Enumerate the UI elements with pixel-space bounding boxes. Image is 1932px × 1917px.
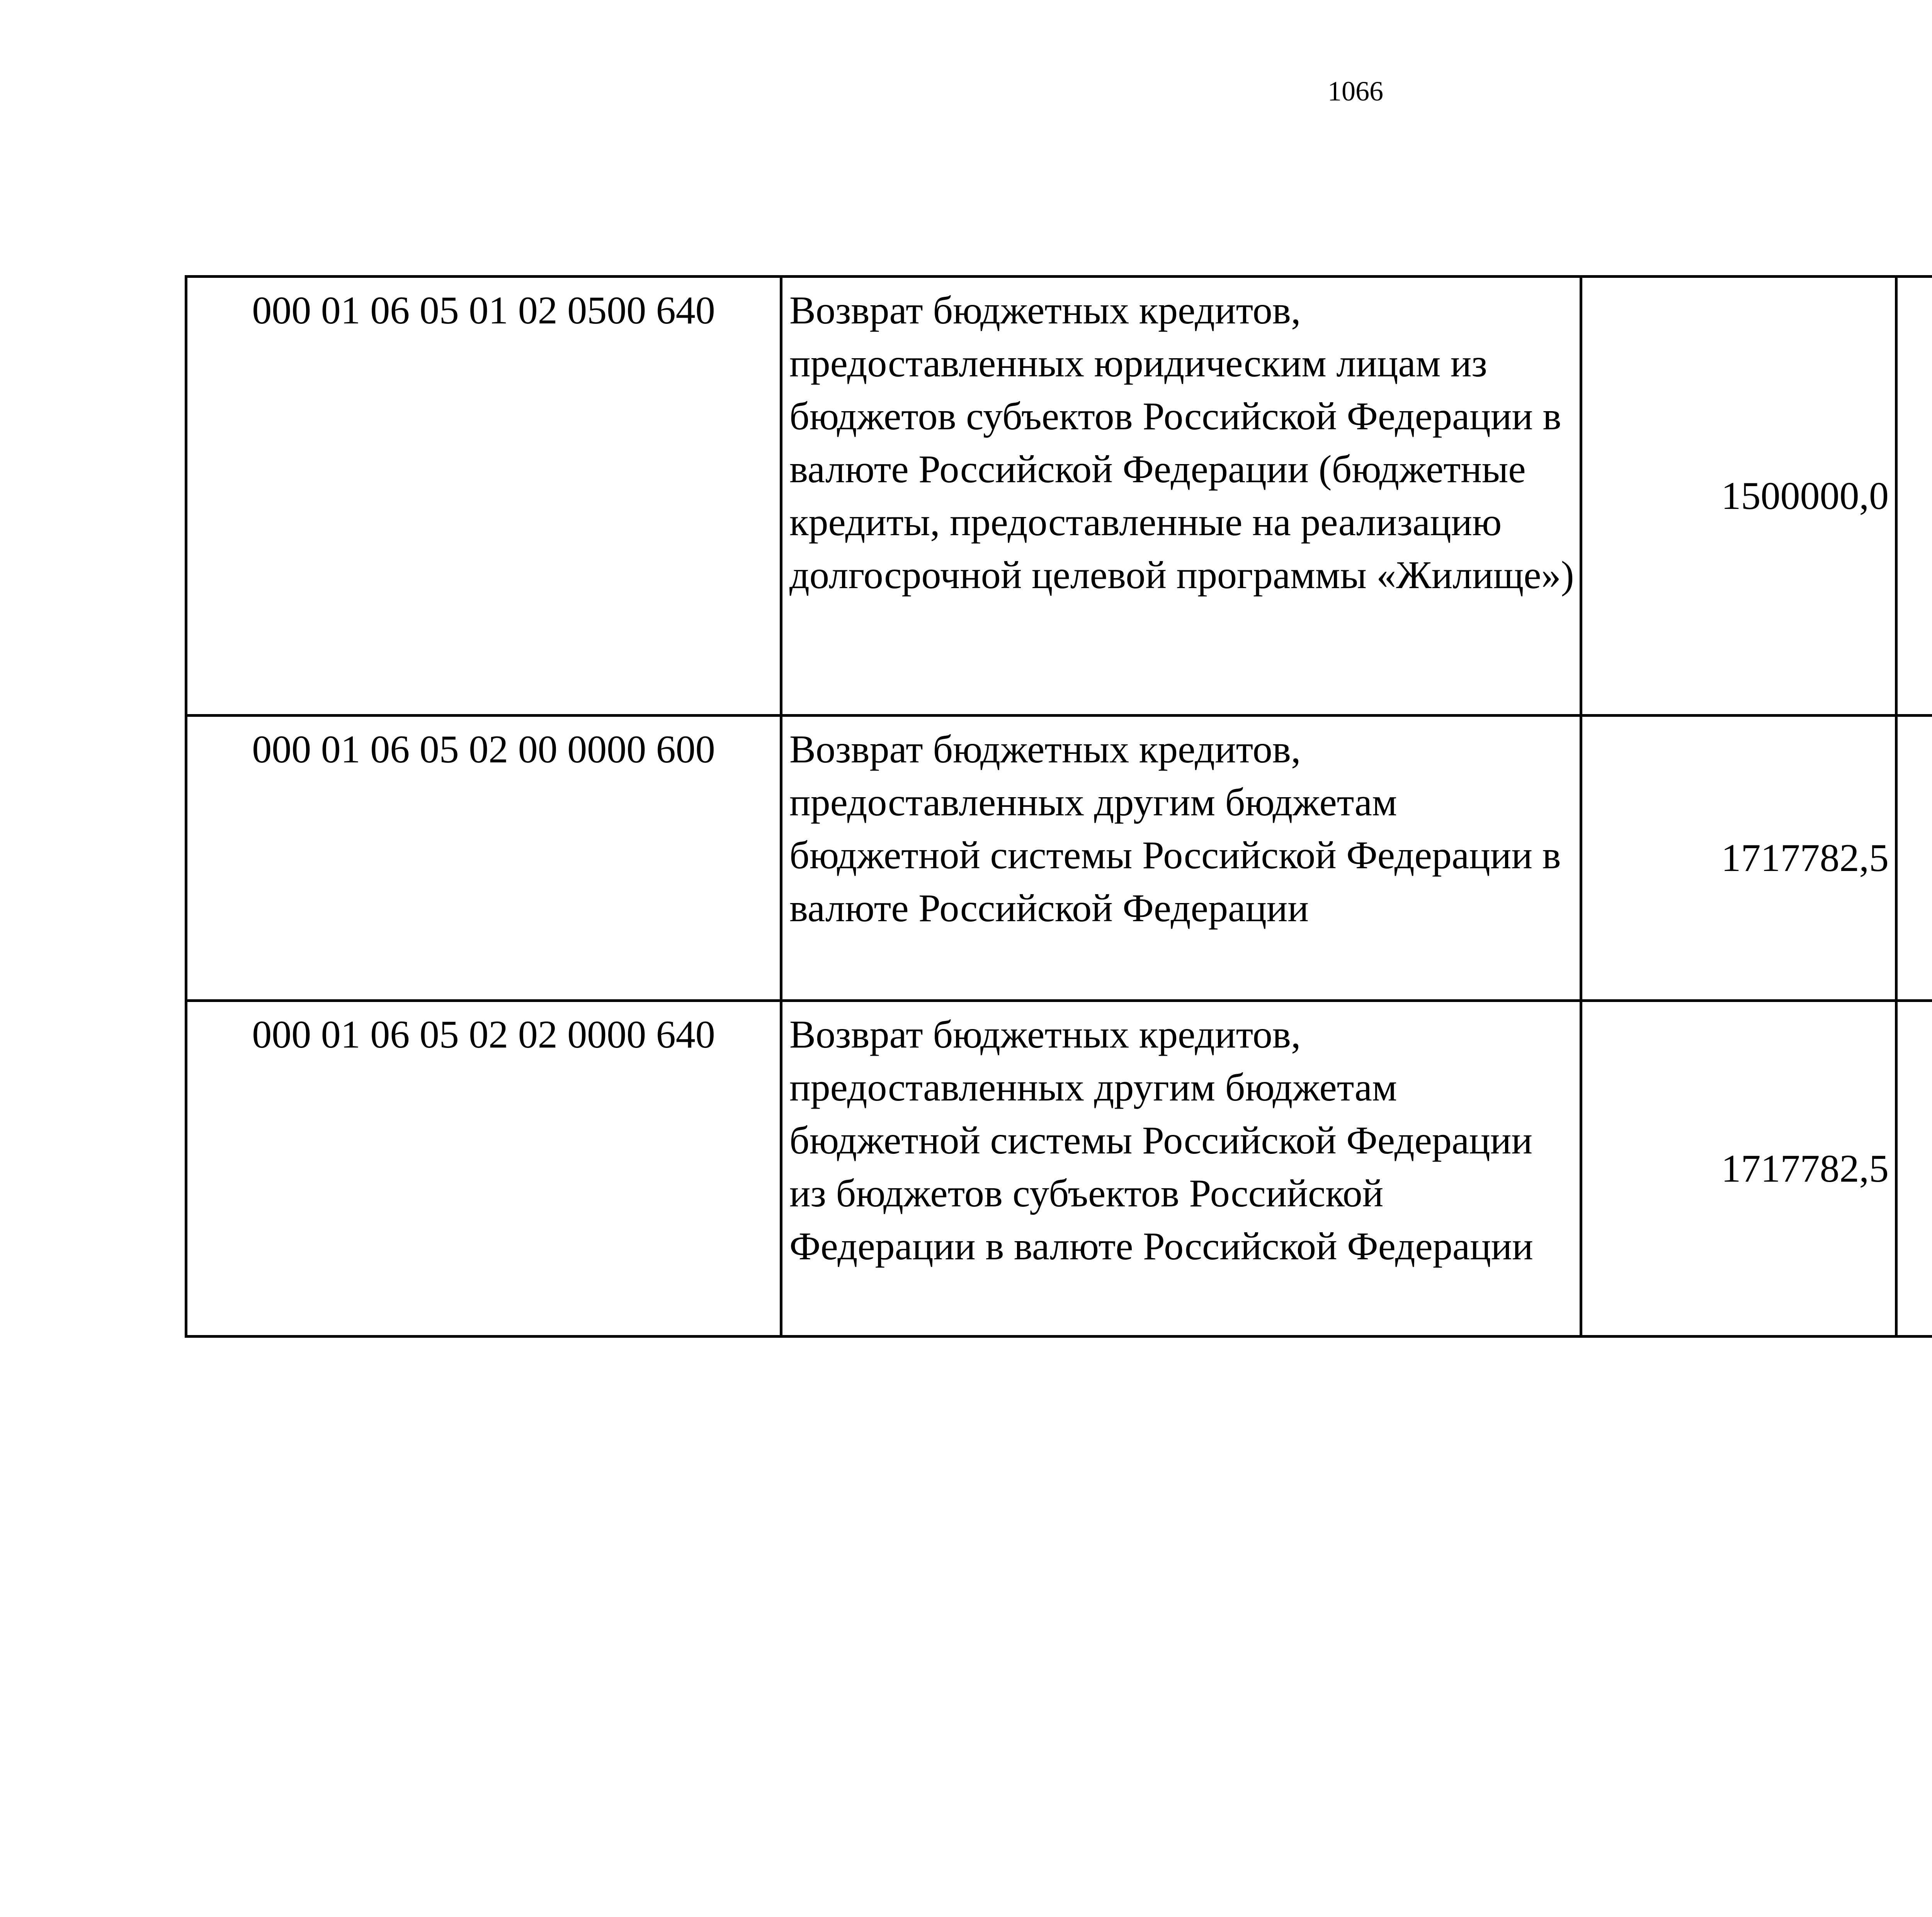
page-number: 1066 bbox=[1328, 76, 1383, 107]
table-row bbox=[186, 277, 1932, 716]
value-cell-2 bbox=[1896, 1001, 1932, 1337]
budget-code-cell: 000 01 06 05 01 02 0500 640 bbox=[186, 277, 781, 716]
description-cell: Возврат бюджетных кредитов, предоставленных другим бюджетам бюджетной системы Российской Федерации в валюте Российской Федерации bbox=[781, 716, 1581, 1001]
table-row bbox=[186, 716, 1932, 1001]
description-cell: Возврат бюджетных кредитов, предоставленных юридическим лицам из бюджетов субъектов Российской Федерации в валюте Российской Федерации (бюджетные кредиты, предоставленные на реализацию долгосрочной целевой программы «Жилище») bbox=[781, 277, 1581, 716]
value-cell-2 bbox=[1896, 716, 1932, 1001]
value-cell-1: 1717782,5 bbox=[1581, 716, 1896, 1001]
value-cell-1: 1717782,5 bbox=[1581, 1001, 1896, 1337]
value-cell-2 bbox=[1896, 277, 1932, 716]
description-cell: Возврат бюджетных кредитов, предоставленных другим бюджетам бюджетной системы Российской Федерации из бюджетов субъектов Российской Федерации в валюте Российской Федерации bbox=[781, 1001, 1581, 1337]
table-row bbox=[186, 1001, 1932, 1337]
value-cell-1: 1500000,0 bbox=[1581, 277, 1896, 716]
budget-table bbox=[185, 275, 1932, 1338]
budget-code-cell: 000 01 06 05 02 00 0000 600 bbox=[186, 716, 781, 1001]
budget-code-cell: 000 01 06 05 02 02 0000 640 bbox=[186, 1001, 781, 1337]
